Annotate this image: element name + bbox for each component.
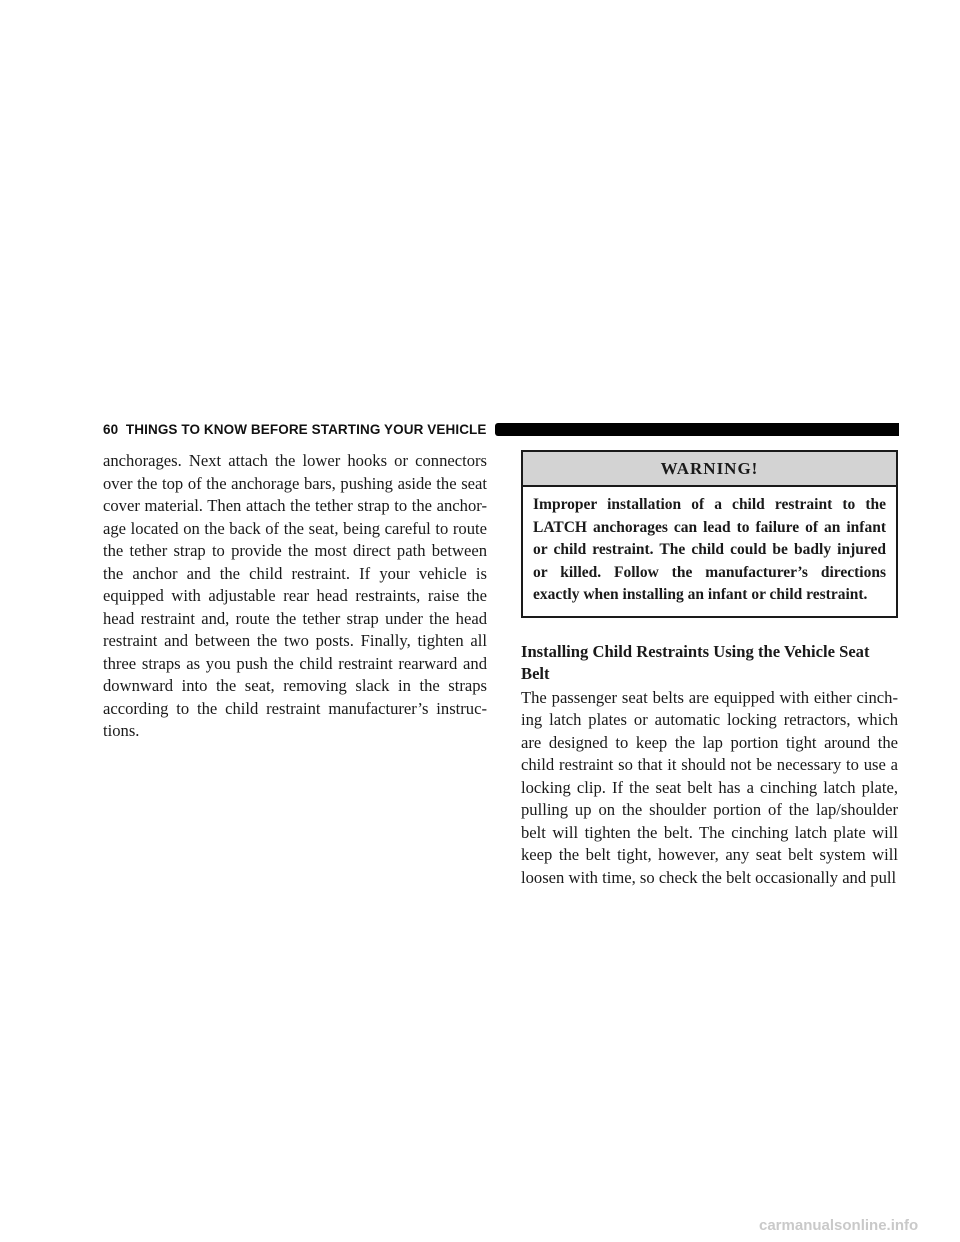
page-header	[103, 418, 899, 440]
page-number: 60	[103, 421, 119, 437]
warning-text: Improper installation of a child restraint to the LATCH anchorages can lead to failure of an infant or child restraint. The child could be badly injured or killed. Follow the manufacturer’s directions exactly when installing an infant or child restraint.	[533, 496, 886, 603]
section-title: THINGS TO KNOW BEFORE STARTING YOUR VEHICLE	[125, 421, 487, 437]
right-column	[521, 450, 898, 889]
watermark: carmanualsonline.info	[759, 1217, 919, 1234]
section-body: The passenger seat belts are equipped with either cinch-ing latch plates or automatic locking retractors, which are designed to keep the lap portion tight around the child restraint so that it should not be necessary to use a locking clip. If the seat belt has a cinching latch plate, pulling up on the shoulder portion of the lap/shoulder belt will tighten the belt. The cinching latch plate will keep the belt tight, however, any seat belt system will loosen with time, so check the belt occasionally and pull	[521, 687, 898, 887]
warning-box	[521, 450, 898, 618]
warning-title: WARNING!	[523, 452, 896, 487]
header-rule	[495, 423, 900, 436]
header-text	[103, 422, 487, 437]
body-paragraph-left: anchorages. Next attach the lower hooks or connectors over the top of the anchorage bars, pushing aside the seat cover material. Then attach the tether strap to the anchor-age located on the back of the seat, being careful to route the tether strap to provide the most direct path between the anchor and the child restraint. If your vehicle is equipped with adjustable rear head restraints, raise the head restraint and, route the tether strap under the head restraint and between the two posts. Finally, tighten all three straps as you push the child restraint rearward and downward into the seat, removing slack in the straps according to the child restraint manufacturer’s instruc-tions.	[103, 451, 487, 740]
section-heading: Installing Child Restraints Using the Vehicle Seat Belt	[521, 641, 870, 683]
